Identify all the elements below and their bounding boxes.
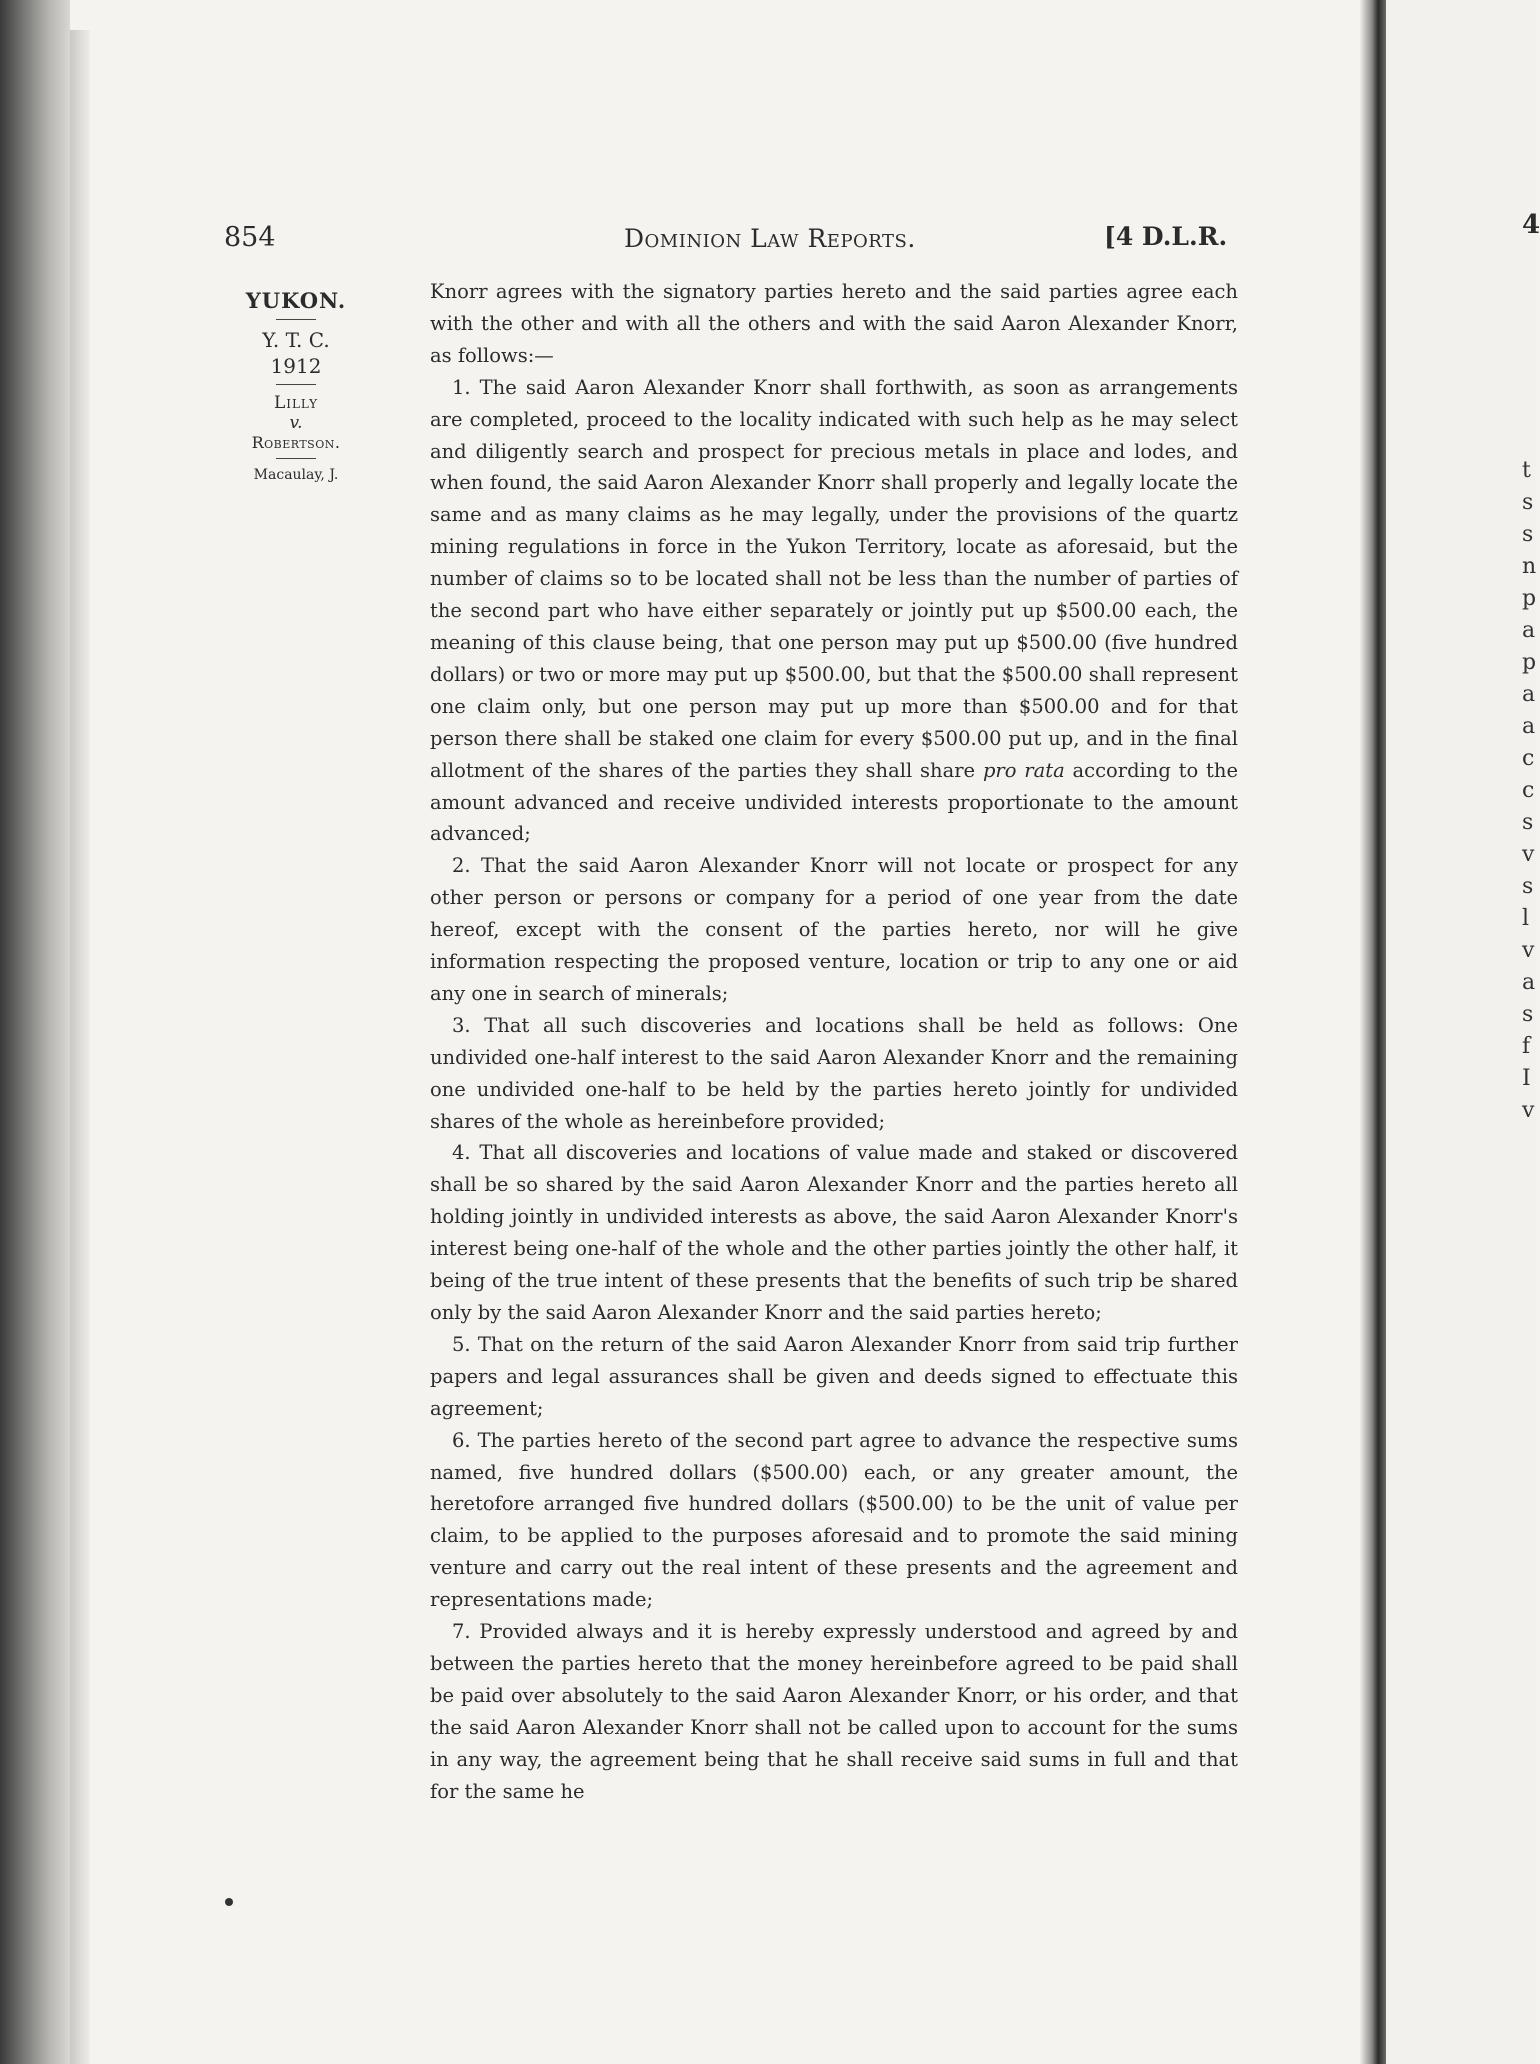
facing-page-fragment: a <box>1522 682 1536 707</box>
facing-page-fragment: c <box>1522 778 1535 803</box>
margin-rule <box>276 319 316 320</box>
paragraph: 5. That on the return of the said Aaron Alexander Knorr from said trip further papers and legal assurances shall be given and deeds signed to effectuate this agreement; <box>430 1332 1238 1420</box>
body-text <box>430 276 1238 1808</box>
facing-page-fragment: p <box>1522 650 1537 675</box>
book-spine-edge <box>0 0 70 2064</box>
running-header <box>224 222 1244 262</box>
paragraph: 2. That the said Aaron Alexander Knorr will not locate or prospect for any other person or persons or company for a period of one year from the date hereof, except with the consent of the parties hereto, nor will he give information respecting the proposed venture, location or trip to any one or aid any one in search of minerals; <box>430 854 1238 1005</box>
margin-dot <box>225 1898 233 1906</box>
jurisdiction: YUKON. <box>245 288 347 313</box>
paragraph: 3. That all such discoveries and locations shall be held as follows: One undivided one-half interest to the said Aaron Alexander Knorr and the remaining one undivided one-half to be held by the parties hereto jointly for undivided shares of the whole as hereinbefore provided; <box>430 1013 1238 1133</box>
margin-note <box>226 288 366 483</box>
paragraph: 7. Provided always and it is hereby expressly understood and agreed by and between the parties hereto that the money hereinbefore agreed to be paid shall be paid over absolutely to the said Aaron Alexander Knorr, or his order, and that the said Aaron Alexander Knorr shall not be called upon to account for the sums in any way, the agreement being that he shall receive said sums in full and that for the same he <box>430 1620 1238 1803</box>
facing-page-fragment: v <box>1522 1098 1535 1123</box>
facing-page-fragment: f <box>1522 1034 1531 1059</box>
court: Y. T. C. <box>262 328 330 352</box>
margin-rule <box>276 384 316 385</box>
facing-page-fragment: n <box>1522 554 1537 579</box>
facing-page-fragment: s <box>1522 874 1534 899</box>
latin-phrase: pro rata <box>982 758 1065 782</box>
year: 1912 <box>270 354 322 378</box>
page-number: 854 <box>224 222 276 253</box>
party-defendant: Robertson. <box>251 433 341 452</box>
facing-page <box>1386 0 1540 2064</box>
paragraph: 6. The parties hereto of the second part agree to advance the respective sums named, five hundred dollars ($500.00) each, or any greater amount, the heretofore arranged five hundred dollars ($500.00) to be the unit of value per claim, to be applied to the purposes aforesaid and to promote the said mining venture and carry out the real intent of these presents and the agreement and representations made; <box>430 1428 1238 1612</box>
facing-page-fragment: t <box>1522 458 1531 483</box>
facing-page-fragment: p <box>1522 586 1537 611</box>
judge: Macaulay, J. <box>253 467 339 483</box>
paragraph: 4. That all discoveries and locations of value made and staked or discovered shall be so shared by the said Aaron Alexander Knorr and the parties hereto all holding jointly in undivided interests as above, the said Aaron Alexander Knorr's interest being one-half of the whole and the other parties jointly the other half, it being of the true intent of these presents that the benefits of such trip be shared only by the said Aaron Alexander Knorr and the said parties hereto; <box>430 1141 1238 1324</box>
facing-page-number: 4 <box>1522 210 1540 240</box>
volume-reference: [4 D.L.R. <box>1104 222 1228 251</box>
paragraph: Knorr agrees with the signatory parties hereto and the said parties agree each with the other and with all the others and with the said Aaron Alexander Knorr, as follows:— <box>430 280 1238 367</box>
facing-page-fragment: s <box>1522 522 1534 547</box>
book-gutter <box>1360 0 1386 2064</box>
facing-page-fragment: a <box>1522 618 1536 643</box>
facing-page-fragment: I <box>1522 1066 1531 1091</box>
page-edge-shadow <box>70 30 90 2064</box>
facing-page-fragment: a <box>1522 970 1536 995</box>
party-plaintiff: Lilly <box>273 393 319 413</box>
running-title: Dominion Law Reports. <box>624 224 916 253</box>
facing-page-fragment: a <box>1522 714 1536 739</box>
facing-page-fragment: l <box>1522 906 1530 931</box>
margin-rule <box>276 458 316 459</box>
facing-page-fragment: s <box>1522 810 1534 835</box>
paragraph: 1. The said Aaron Alexander Knorr shall forthwith, as soon as arrangements are completed, proceed to the locality indicated with such help as he may select and diligently search and prospect for precious metals in place and lodes, and when found, the said Aaron Alexander Knorr shall properly and legally locate the same and as many claims as he may legally, under the provisions of the quartz mining regulations in force in the Yukon Territory, locate as aforesaid, but the number of claims so to be located shall not be less than the number of parties of the second part who have either separately or jointly put up $500.00 each, the meaning of this clause being, that one person may put up $500.00 (five hundred dollars) or two or more may put up $500.00, but that the $500.00 shall represent one claim only, but one person may put up more than $500.00 and for that person there shall be staked one claim for every $500.00 put up, and in the final allotment of the shares of the parties they shall share pro rata according to the amount advanced and receive undivided interests proportionate to the amount advanced; <box>430 375 1238 846</box>
facing-page-fragment: c <box>1522 746 1535 771</box>
facing-page-fragment: v <box>1522 938 1535 963</box>
facing-page-fragment: v <box>1522 842 1535 867</box>
facing-page-fragment: s <box>1522 490 1534 515</box>
facing-page-fragment: s <box>1522 1002 1534 1027</box>
versus: v. <box>289 413 303 433</box>
